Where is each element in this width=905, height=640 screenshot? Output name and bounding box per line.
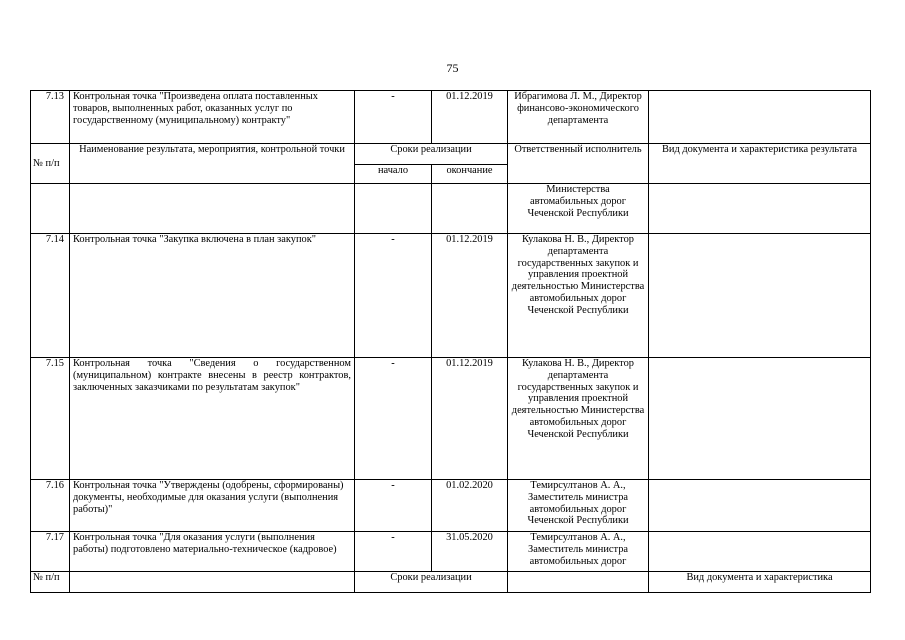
row-name: Контрольная точка "Для оказания услуги (выполнения работы) подготовлено материально-техническое (кадровое) (70, 532, 355, 572)
control-points-table (30, 90, 871, 593)
table-row (31, 184, 871, 234)
row-start: - (355, 480, 432, 532)
row-number (31, 184, 70, 234)
row-number: 7.16 (31, 480, 70, 532)
row-name: Контрольная точка "Закупка включена в план закупок" (70, 234, 355, 358)
header-doc-type: Вид документа и характеристика результата (649, 144, 871, 184)
row-end (432, 184, 508, 234)
row-number: 7.15 (31, 358, 70, 480)
row-responsible: Ибрагимова Л. М., Директор финансово-экономического департамента (508, 91, 649, 144)
row-name: Контрольная точка "Сведения о государственном (муниципальном) контракте внесены в реестр контрактов, заключенных заказчиками по результатам закупок" (70, 358, 355, 480)
row-responsible: Министерства автомабильных дорог Чеченской Республики (508, 184, 649, 234)
header-terms: Сроки реализации (355, 572, 508, 593)
row-number: 7.14 (31, 234, 70, 358)
header-doc-type: Вид документа и характеристика (649, 572, 871, 593)
row-number: 7.17 (31, 532, 70, 572)
row-doc (649, 234, 871, 358)
table-row (31, 480, 871, 532)
row-name: Контрольная точка "Утверждены (одобрены, сформированы) документы, необходимые для оказания услуги (выполнения работы)" (70, 480, 355, 532)
header-terms: Сроки реализации (355, 144, 508, 165)
table-row (31, 358, 871, 480)
row-name: Контрольная точка "Произведена оплата поставленных товаров, выполненных работ, оказанных услуг по государственному (муниципальному) контракту" (70, 91, 355, 144)
header-end: окончание (432, 165, 508, 184)
row-number: 7.13 (31, 91, 70, 144)
table-row (31, 234, 871, 358)
header-num: № п/п (31, 144, 70, 184)
row-responsible: Кулакова Н. В., Директор департамента государственных закупок и управления проектной деятельностью Министерства автомобильных дорог Чеченской Республики (508, 358, 649, 480)
header-num: № п/п (31, 572, 70, 593)
table-row (31, 532, 871, 572)
row-name (70, 184, 355, 234)
row-start: - (355, 532, 432, 572)
row-start: - (355, 91, 432, 144)
row-end: 01.12.2019 (432, 358, 508, 480)
row-responsible: Кулакова Н. В., Директор департамента государственных закупок и управления проектной деятельностью Министерства автомобильных дорог Чеченской Республики (508, 234, 649, 358)
row-start: - (355, 358, 432, 480)
row-end: 01.12.2019 (432, 91, 508, 144)
row-doc (649, 358, 871, 480)
header-name: Наименование результата, мероприятия, контрольной точки (70, 144, 355, 184)
row-start: - (355, 234, 432, 358)
row-start (355, 184, 432, 234)
table-row (31, 91, 871, 144)
row-responsible: Темирсултанов А. А., Заместитель министра автомобильных дорог (508, 532, 649, 572)
page-number: 75 (446, 61, 459, 75)
header-responsible: Ответственный исполнитель (508, 144, 649, 184)
row-doc (649, 480, 871, 532)
row-end: 01.02.2020 (432, 480, 508, 532)
row-end: 31.05.2020 (432, 532, 508, 572)
header-name-empty (70, 572, 355, 593)
row-doc (649, 91, 871, 144)
row-doc (649, 532, 871, 572)
row-end: 01.12.2019 (432, 234, 508, 358)
table-header-row (31, 572, 871, 593)
row-doc (649, 184, 871, 234)
header-start: начало (355, 165, 432, 184)
table-header-row (31, 144, 871, 165)
row-responsible: Темирсултанов А. А., Заместитель министра автомобильных дорог Чеченской Республики (508, 480, 649, 532)
header-responsible-empty (508, 572, 649, 593)
